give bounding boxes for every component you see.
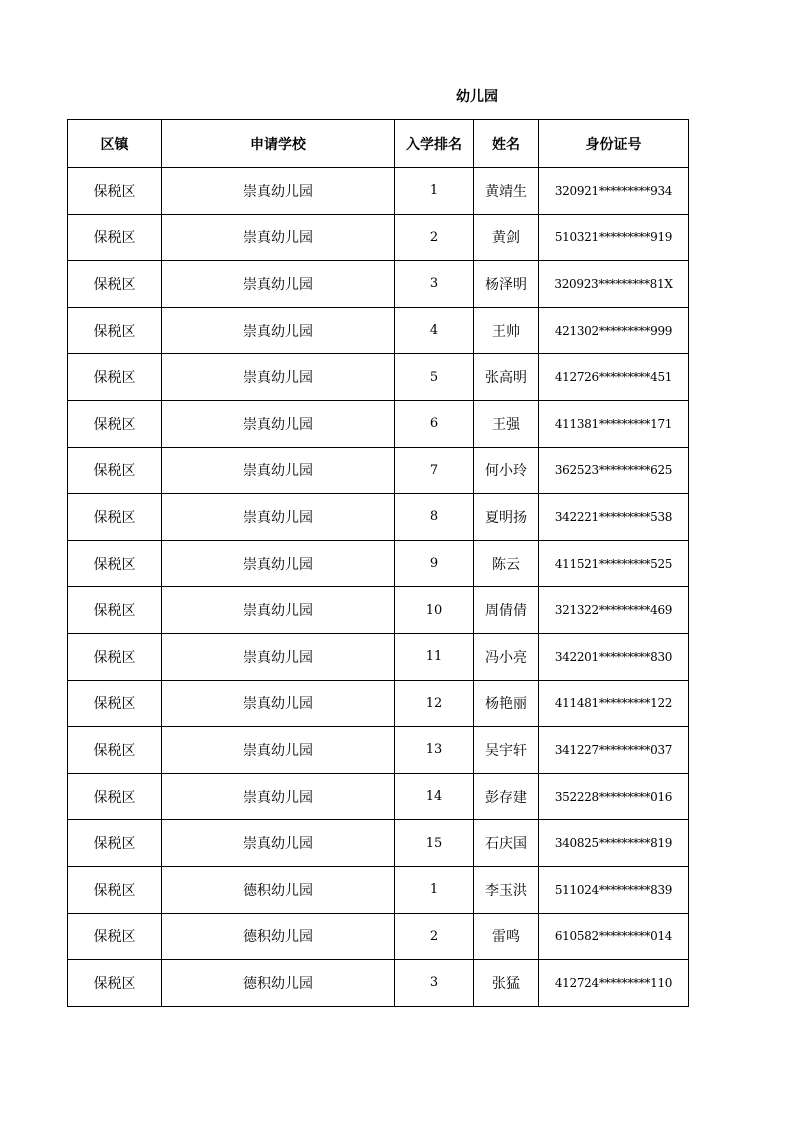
cell-district: 保税区 bbox=[68, 214, 162, 261]
table-row bbox=[68, 540, 689, 587]
table-row bbox=[68, 960, 689, 1007]
cell-rank: 6 bbox=[395, 400, 474, 447]
cell-school: 崇真幼儿园 bbox=[162, 261, 395, 308]
header-school: 申请学校 bbox=[162, 120, 395, 168]
cell-rank: 4 bbox=[395, 307, 474, 354]
cell-district: 保税区 bbox=[68, 540, 162, 587]
cell-rank: 2 bbox=[395, 913, 474, 960]
cell-name: 石庆国 bbox=[474, 820, 539, 867]
cell-district: 保税区 bbox=[68, 680, 162, 727]
cell-school: 崇真幼儿园 bbox=[162, 307, 395, 354]
cell-id-number: 511024*********839 bbox=[539, 866, 689, 913]
cell-id-number: 321322*********469 bbox=[539, 587, 689, 634]
table-row bbox=[68, 727, 689, 774]
cell-name: 杨泽明 bbox=[474, 261, 539, 308]
cell-district: 保税区 bbox=[68, 960, 162, 1007]
cell-id-number: 362523*********625 bbox=[539, 447, 689, 494]
cell-school: 崇真幼儿园 bbox=[162, 820, 395, 867]
cell-id-number: 320923*********81X bbox=[539, 261, 689, 308]
cell-school: 崇真幼儿园 bbox=[162, 447, 395, 494]
cell-district: 保税区 bbox=[68, 866, 162, 913]
cell-school: 崇真幼儿园 bbox=[162, 680, 395, 727]
cell-name: 黄剑 bbox=[474, 214, 539, 261]
cell-id-number: 342201*********830 bbox=[539, 633, 689, 680]
cell-school: 德积幼儿园 bbox=[162, 960, 395, 1007]
cell-school: 崇真幼儿园 bbox=[162, 587, 395, 634]
cell-id-number: 352228*********016 bbox=[539, 773, 689, 820]
cell-name: 周倩倩 bbox=[474, 587, 539, 634]
cell-id-number: 340825*********819 bbox=[539, 820, 689, 867]
cell-district: 保税区 bbox=[68, 261, 162, 308]
cell-district: 保税区 bbox=[68, 820, 162, 867]
cell-district: 保税区 bbox=[68, 727, 162, 774]
cell-district: 保税区 bbox=[68, 773, 162, 820]
table-row bbox=[68, 773, 689, 820]
cell-school: 德积幼儿园 bbox=[162, 866, 395, 913]
cell-district: 保税区 bbox=[68, 307, 162, 354]
cell-rank: 14 bbox=[395, 773, 474, 820]
cell-id-number: 510321*********919 bbox=[539, 214, 689, 261]
cell-id-number: 411381*********171 bbox=[539, 400, 689, 447]
table-row bbox=[68, 680, 689, 727]
table-row bbox=[68, 261, 689, 308]
cell-district: 保税区 bbox=[68, 913, 162, 960]
cell-rank: 10 bbox=[395, 587, 474, 634]
table-row bbox=[68, 913, 689, 960]
table-header-row bbox=[68, 120, 689, 168]
table-row bbox=[68, 866, 689, 913]
cell-id-number: 421302*********999 bbox=[539, 307, 689, 354]
cell-id-number: 341227*********037 bbox=[539, 727, 689, 774]
cell-rank: 7 bbox=[395, 447, 474, 494]
table-row bbox=[68, 587, 689, 634]
cell-district: 保税区 bbox=[68, 494, 162, 541]
cell-name: 冯小亮 bbox=[474, 633, 539, 680]
cell-name: 夏明扬 bbox=[474, 494, 539, 541]
cell-name: 黄靖生 bbox=[474, 168, 539, 215]
cell-rank: 15 bbox=[395, 820, 474, 867]
cell-school: 崇真幼儿园 bbox=[162, 773, 395, 820]
cell-name: 吴宇轩 bbox=[474, 727, 539, 774]
header-rank: 入学排名 bbox=[395, 120, 474, 168]
cell-name: 张猛 bbox=[474, 960, 539, 1007]
cell-rank: 13 bbox=[395, 727, 474, 774]
cell-school: 崇真幼儿园 bbox=[162, 633, 395, 680]
cell-id-number: 610582*********014 bbox=[539, 913, 689, 960]
cell-id-number: 411481*********122 bbox=[539, 680, 689, 727]
cell-name: 何小玲 bbox=[474, 447, 539, 494]
cell-district: 保税区 bbox=[68, 587, 162, 634]
cell-district: 保税区 bbox=[68, 400, 162, 447]
cell-school: 崇真幼儿园 bbox=[162, 540, 395, 587]
table-row bbox=[68, 494, 689, 541]
cell-district: 保税区 bbox=[68, 633, 162, 680]
cell-school: 崇真幼儿园 bbox=[162, 494, 395, 541]
cell-district: 保税区 bbox=[68, 168, 162, 215]
cell-school: 崇真幼儿园 bbox=[162, 727, 395, 774]
cell-district: 保税区 bbox=[68, 447, 162, 494]
cell-rank: 12 bbox=[395, 680, 474, 727]
enrollment-table bbox=[67, 119, 689, 1007]
table-row bbox=[68, 447, 689, 494]
table-body bbox=[68, 168, 689, 1007]
cell-district: 保税区 bbox=[68, 354, 162, 401]
cell-rank: 3 bbox=[395, 261, 474, 308]
cell-rank: 1 bbox=[395, 866, 474, 913]
table-row bbox=[68, 820, 689, 867]
document-title: 幼儿园 bbox=[456, 89, 498, 105]
cell-name: 王帅 bbox=[474, 307, 539, 354]
cell-school: 崇真幼儿园 bbox=[162, 168, 395, 215]
header-id-number: 身份证号 bbox=[539, 120, 689, 168]
cell-rank: 11 bbox=[395, 633, 474, 680]
cell-rank: 2 bbox=[395, 214, 474, 261]
cell-rank: 8 bbox=[395, 494, 474, 541]
cell-school: 崇真幼儿园 bbox=[162, 354, 395, 401]
table-row bbox=[68, 307, 689, 354]
cell-rank: 3 bbox=[395, 960, 474, 1007]
cell-rank: 5 bbox=[395, 354, 474, 401]
cell-school: 德积幼儿园 bbox=[162, 913, 395, 960]
cell-name: 杨艳丽 bbox=[474, 680, 539, 727]
cell-name: 雷鸣 bbox=[474, 913, 539, 960]
cell-rank: 9 bbox=[395, 540, 474, 587]
cell-name: 李玉洪 bbox=[474, 866, 539, 913]
cell-name: 王强 bbox=[474, 400, 539, 447]
cell-id-number: 411521*********525 bbox=[539, 540, 689, 587]
cell-rank: 1 bbox=[395, 168, 474, 215]
header-district: 区镇 bbox=[68, 120, 162, 168]
cell-name: 陈云 bbox=[474, 540, 539, 587]
table-row bbox=[68, 633, 689, 680]
cell-id-number: 320921*********934 bbox=[539, 168, 689, 215]
cell-school: 崇真幼儿园 bbox=[162, 400, 395, 447]
table-row bbox=[68, 168, 689, 215]
table-row bbox=[68, 400, 689, 447]
table-row bbox=[68, 354, 689, 401]
table-row bbox=[68, 214, 689, 261]
header-name: 姓名 bbox=[474, 120, 539, 168]
cell-id-number: 342221*********538 bbox=[539, 494, 689, 541]
cell-id-number: 412726*********451 bbox=[539, 354, 689, 401]
cell-name: 张高明 bbox=[474, 354, 539, 401]
cell-id-number: 412724*********110 bbox=[539, 960, 689, 1007]
cell-school: 崇真幼儿园 bbox=[162, 214, 395, 261]
cell-name: 彭存建 bbox=[474, 773, 539, 820]
